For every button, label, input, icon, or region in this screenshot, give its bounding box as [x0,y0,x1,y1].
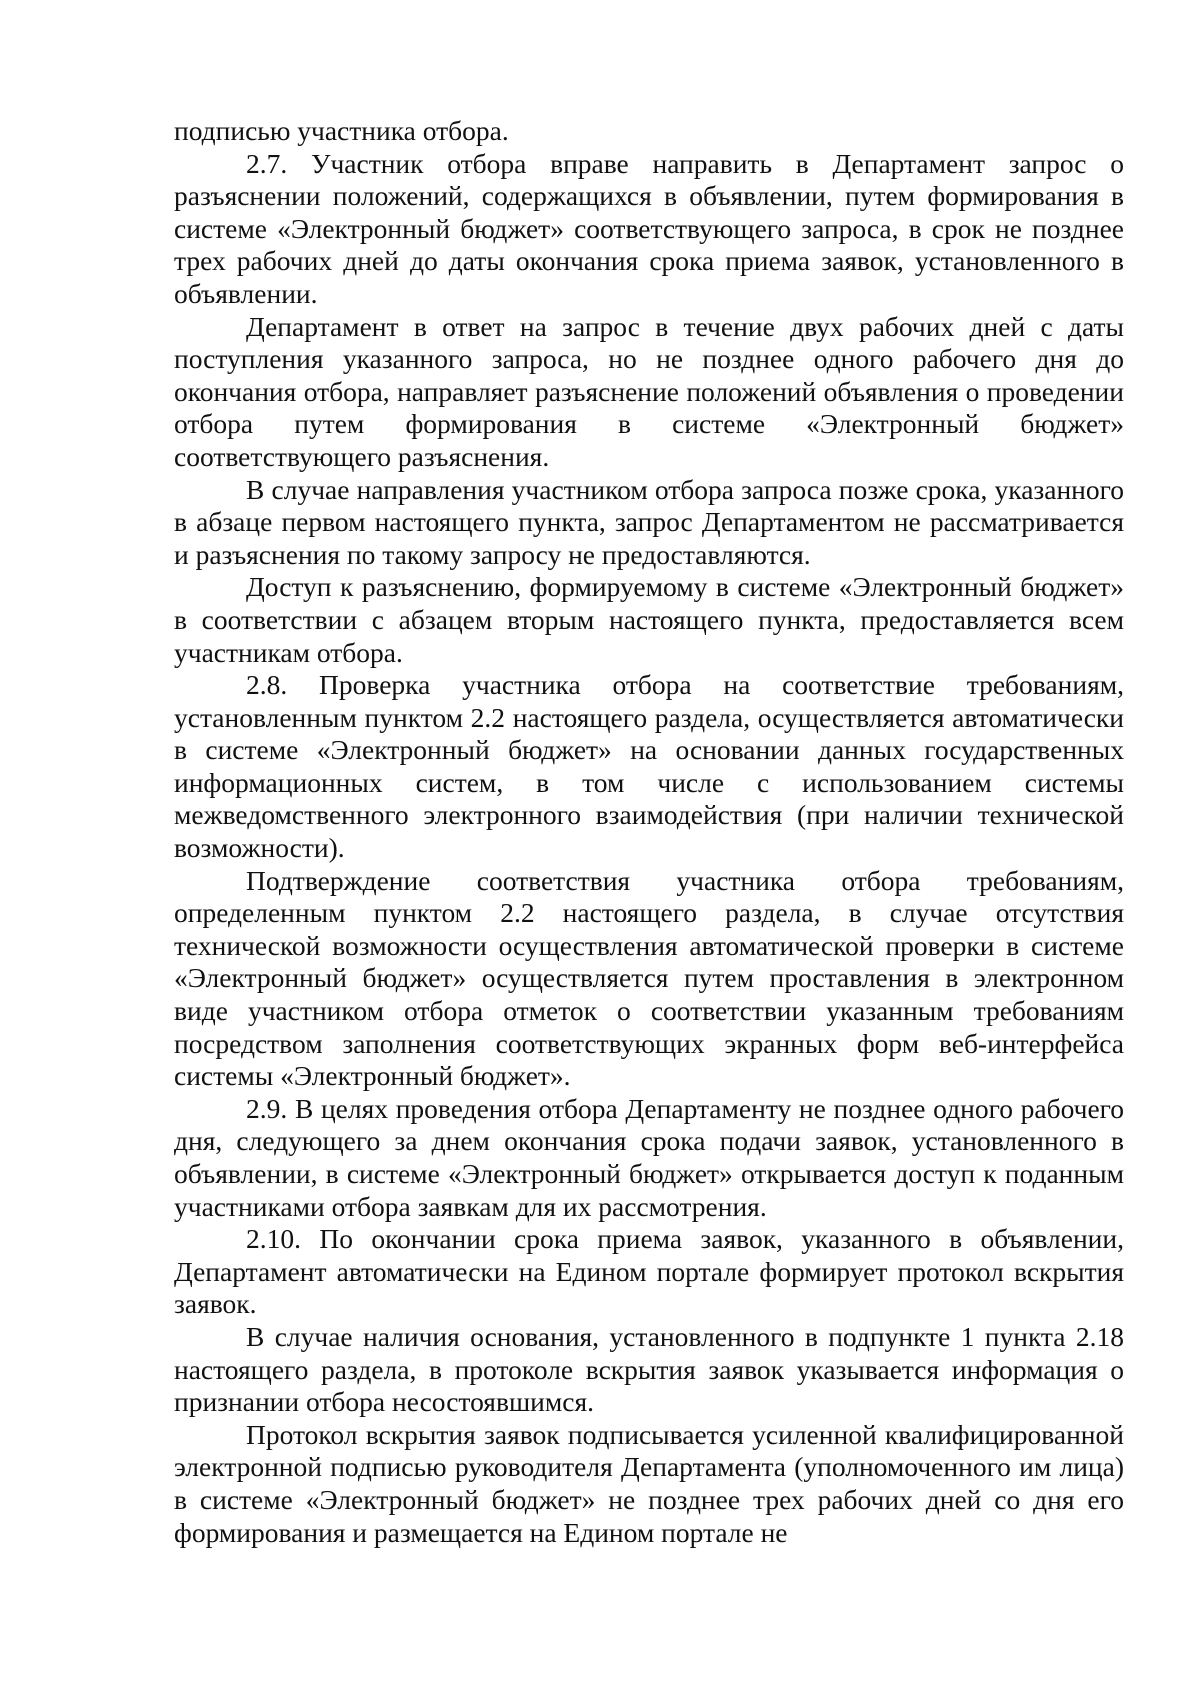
paragraph-access-clarification: Доступ к разъяснению, формируемому в системе «Электронный бюджет» в соответствии с абзацем вторым настоящего пункта, предоставляется всем участникам отбора. [174,571,1124,668]
document-page [174,115,1124,1549]
paragraph-2-8: 2.8. Проверка участника отбора на соответствие требованиям, установленным пунктом 2.2 настоящего раздела, осуществляется автоматически в системе «Электронный бюджет» на основании данных государственных информационных систем, в том числе с использованием системы межведомственного электронного взаимодействия (при наличии технической возможности). [174,669,1124,864]
paragraph-department-reply: Департамент в ответ на запрос в течение двух рабочих дней с даты поступления указанного запроса, но не позднее одного рабочего дня до окончания отбора, направляет разъяснение положений объявления о проведении отбора путем формирования в системе «Электронный бюджет» соответствующего разъяснения. [174,310,1124,472]
paragraph-2-9: 2.9. В целях проведения отбора Департаменту не позднее одного рабочего дня, следующего за днем окончания срока подачи заявок, установленного в объявлении, в системе «Электронный бюджет» открывается доступ к поданным участниками отбора заявкам для их рассмотрения. [174,1092,1124,1222]
paragraph-late-request: В случае направления участником отбора запроса позже срока, указанного в абзаце первом настоящего пункта, запрос Департаментом не рассматривается и разъяснения по такому запросу не предоставляются. [174,473,1124,570]
paragraph-2-7: 2.7. Участник отбора вправе направить в Департамент запрос о разъяснении положений, содержащихся в объявлении, путем формирования в системе «Электронный бюджет» соответствующего запроса, в срок не позднее трех рабочих дней до даты окончания срока приема заявок, установленного в объявлении. [174,147,1124,309]
paragraph-2-10: 2.10. По окончании срока приема заявок, указанного в объявлении, Департамент автоматически на Едином портале формирует протокол вскрытия заявок. [174,1223,1124,1320]
paragraph-confirmation: Подтверждение соответствия участника отбора требованиям, определенным пунктом 2.2 настоящего раздела, в случае отсутствия технической возможности осуществления автоматической проверки в системе «Электронный бюджет» осуществляется путем проставления в электронном виде участником отбора отметок о соответствии указанным требованиям посредством заполнения соответствующих экранных форм веб-интерфейса системы «Электронный бюджет». [174,864,1124,1092]
paragraph-continuation: подписью участника отбора. [174,115,509,146]
paragraph-failed-selection: В случае наличия основания, установленного в подпункте 1 пункта 2.18 настоящего раздела, в протоколе вскрытия заявок указывается информация о признании отбора несостоявшимся. [174,1320,1124,1418]
paragraph-protocol-signing: Протокол вскрытия заявок подписывается усиленной квалифицированной электронной подписью руководителя Департамента (уполномоченного им лица) в системе «Электронный бюджет» не позднее трех рабочих дней со дня его формирования и размещается на Едином портале не [174,1418,1124,1548]
